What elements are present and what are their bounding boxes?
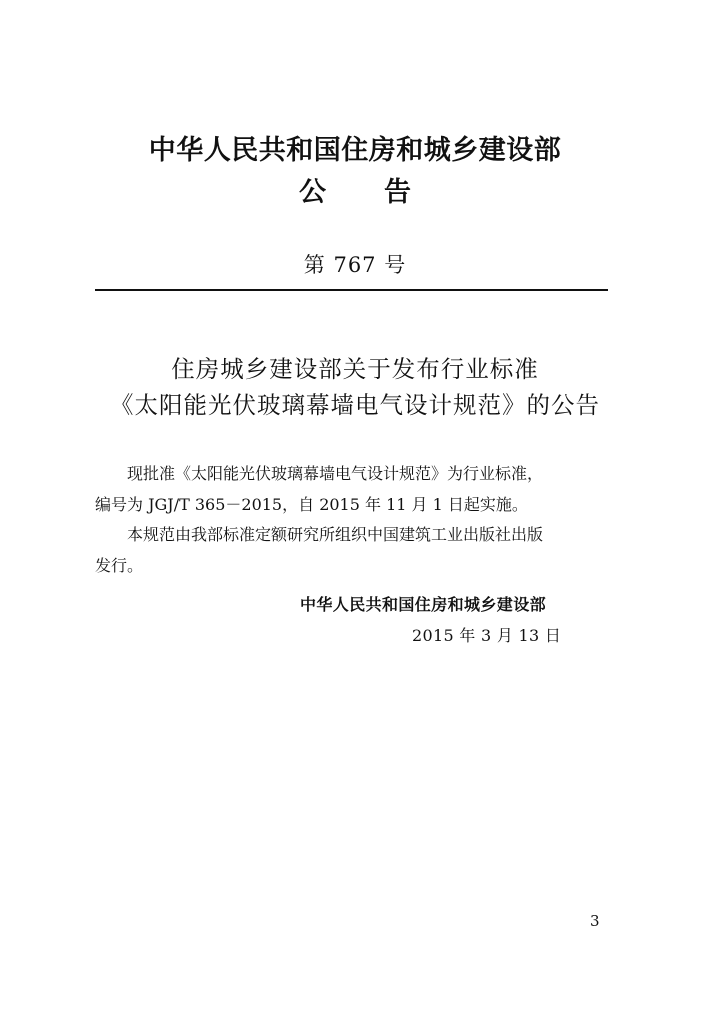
signature-issuer: 中华人民共和国住房和城乡建设部: [300, 595, 547, 614]
paragraph-2-line-2: 发行。: [95, 556, 144, 575]
paragraph-1-line-2: 编号为 JGJ/T 365－2015，自 2015 年 11 月 1 日起实施。: [95, 495, 528, 514]
paragraph-2-line-1: 本规范由我部标准定额研究所组织中国建筑工业出版社出版: [127, 525, 544, 544]
body-paragraph-1: [95, 458, 615, 520]
subject-line-2: 《太阳能光伏玻璃幕墙电气设计规范》的公告: [110, 391, 600, 419]
page-number: 3: [590, 912, 600, 930]
issuer-title: 中华人民共和国住房和城乡建设部: [148, 135, 562, 166]
header-divider: [95, 289, 608, 291]
body-paragraph-2: [95, 519, 615, 581]
signature-date: 2015 年 3 月 13 日: [412, 626, 562, 645]
document-type: 公告: [299, 177, 469, 208]
paragraph-1-line-1: 现批准《太阳能光伏玻璃幕墙电气设计规范》为行业标准，: [127, 464, 544, 483]
announcement-number: 第 767 号: [303, 253, 407, 277]
subject-line-1: 住房城乡建设部关于发布行业标准: [171, 355, 539, 383]
